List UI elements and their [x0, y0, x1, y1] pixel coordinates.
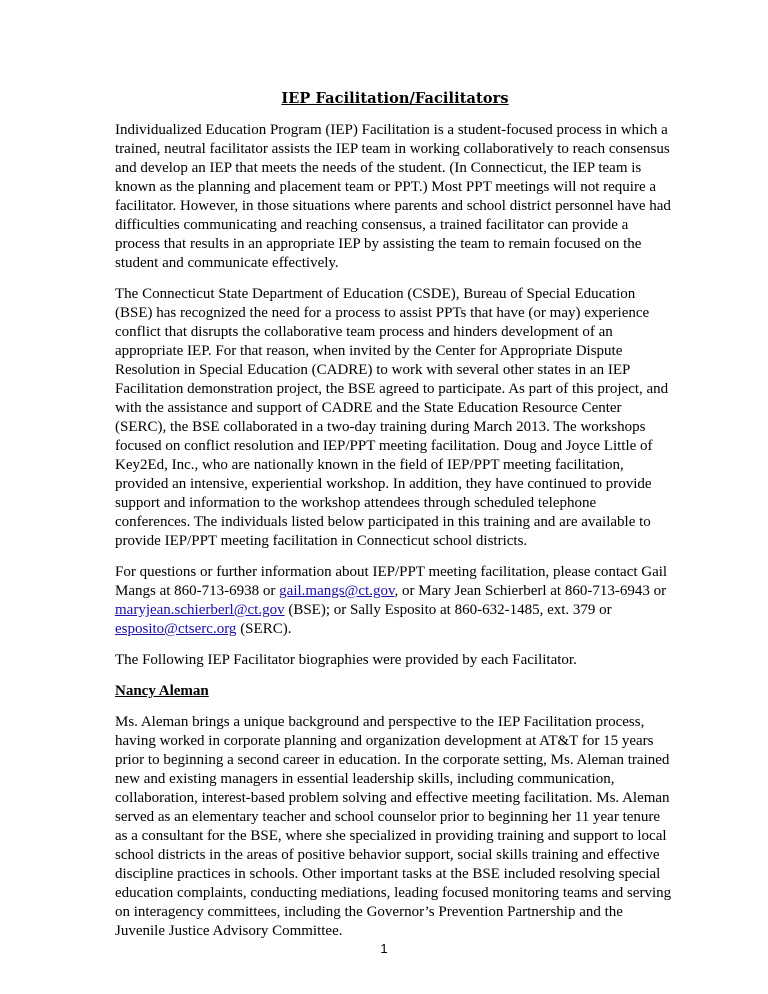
document-title: IEP Facilitation/Facilitators [281, 90, 509, 107]
csde-paragraph: The Connecticut State Department of Education (CSDE), Bureau of Special Education (BSE) has recognized the need for a process to assist PPTs that have (or may) experience conflict that disrupts the collaborative team process and hinders development of an appropriate IEP. For that reason, when invited by the Center for Appropriate Dispute Resolution in Special Education (CADRE) to work with several other states in an IEP Facilitation demonstration project, the BSE agreed to participate. As part of this project, and with the assistance and support of CADRE and the State Education Resource Center (SERC), the BSE collaborated in a two-day training during March 2013. The workshops focused on conflict resolution and IEP/PPT meeting facilitation. Doug and Joyce Little of Key2Ed, Inc., who are nationally known in the field of IEP/PPT meeting facilitation, provided an intensive, experiential workshop. In addition, they have continued to provide support and information to the workshop attendees through scheduled telephone conferences. The individuals listed below participated in this training and are available to provide IEP/PPT meeting facilitation in Connecticut school districts. [115, 286, 669, 549]
facilitator-bio: Ms. Aleman brings a unique background and perspective to the IEP Facilitation process, having worked in corporate planning and organization development at AT&T for 15 years prior to beginning a second career in education. In the corporate setting, Ms. Aleman trained new and existing managers in essential leadership skills, including communication, collaboration, interest-based problem solving and effective meeting facilitation. Ms. Aleman served as an elementary teacher and school counselor prior to beginning her 11 year tenure as a consultant for the BSE, where she specialized in providing training and support to local school districts in the areas of positive behavior support, social skills training and effective discipline practices in schools. Other important tasks at the BSE included resolving special education complaints, conducting mediations, leading focused monitoring teams and serving on interagency committees, including the Governor’s Prevention Partnership and the Juvenile Justice Advisory Committee. [115, 714, 672, 939]
document-body [115, 90, 675, 953]
contact-text-1: For questions or further information about IEP/PPT meeting facilitation, please contact Gail Mangs at 860-713-6938 or [115, 564, 668, 599]
contact-text-3: (BSE); or Sally Esposito at 860-632-1485, ext. 379 or [284, 602, 612, 618]
contact-text-4: (SERC). [236, 621, 292, 637]
bios-intro: The Following IEP Facilitator biographies were provided by each Facilitator. [115, 652, 577, 668]
email-link-sally-esposito[interactable]: esposito@ctserc.org [115, 621, 237, 637]
intro-paragraph: Individualized Education Program (IEP) Facilitation is a student-focused process in which a trained, neutral facilitator assists the IEP team in working collaboratively to reach consensus and develop an IEP that meets the needs of the student. (In Connecticut, the IEP team is known as the planning and placement team or PPT.) Most PPT meetings will not require a facilitator. However, in those situations where parents and school district personnel have had difficulties communicating and reaching consensus, a trained facilitator can provide a process that results in an appropriate IEP by assisting the team to remain focused on the student and communicate effectively. [115, 122, 671, 271]
contact-paragraph [115, 563, 675, 639]
page-number: 1 [380, 941, 388, 956]
facilitator-name-heading: Nancy Aleman [115, 683, 209, 699]
email-link-gail-mangs[interactable]: gail.mangs@ct.gov [279, 583, 395, 599]
email-link-maryjean-schierberl[interactable]: maryjean.schierberl@ct.gov [115, 602, 285, 618]
contact-text-2: , or Mary Jean Schierberl at 860-713-6943 or [394, 583, 667, 599]
